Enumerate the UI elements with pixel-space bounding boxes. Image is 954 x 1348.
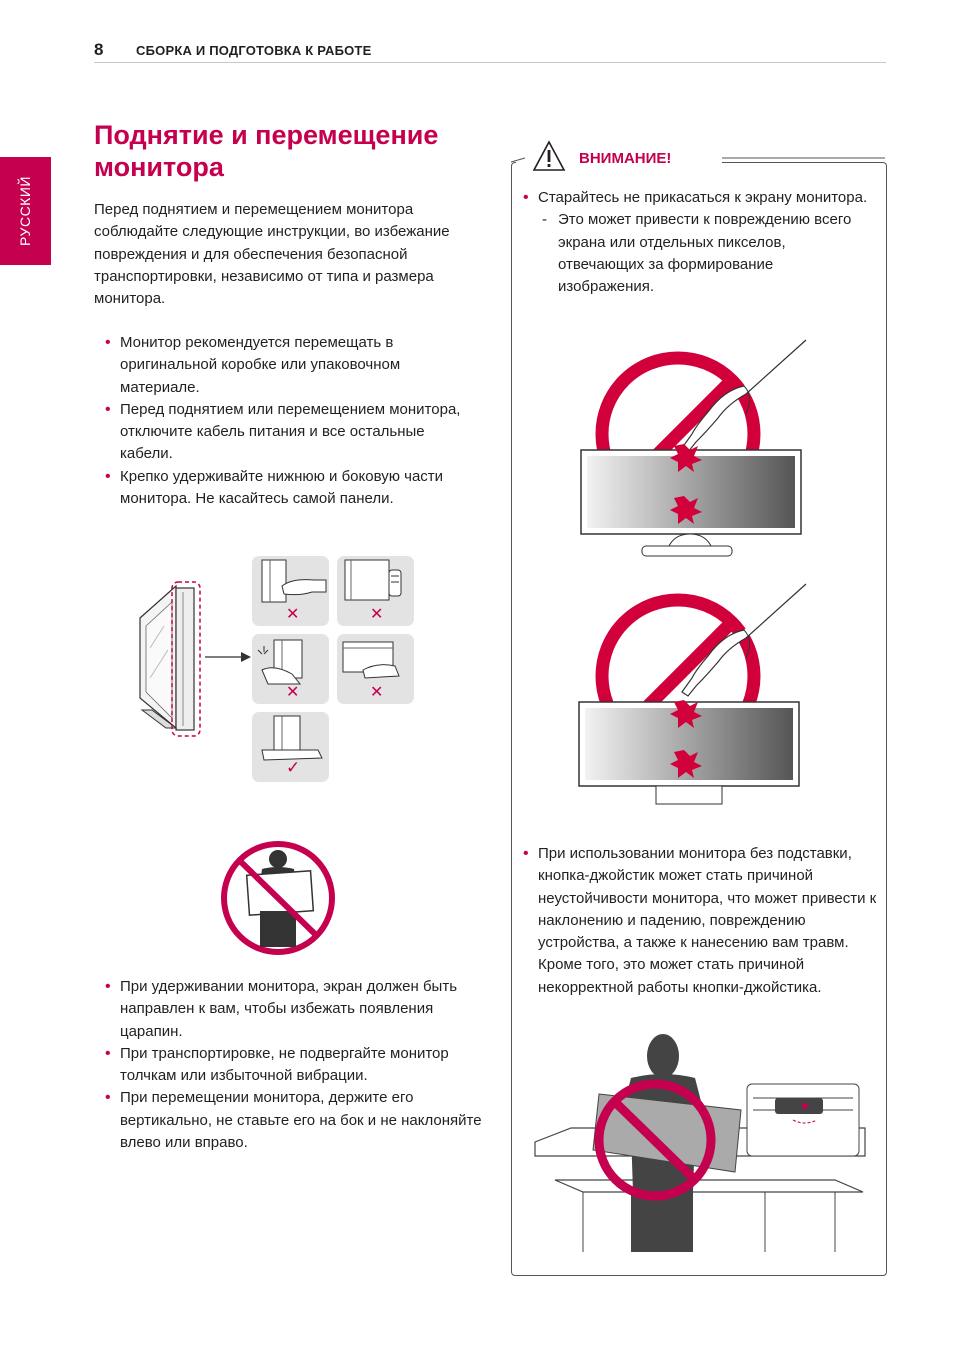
grip-tile	[337, 634, 414, 704]
intro-paragraph: Перед поднятием и перемещением монитора соблюдайте следующие инструкции, во избежание повреждения и для обеспечения безопасной транспортировки, независимо от типа и размера монитора.	[94, 201, 450, 308]
caution-list	[513, 187, 873, 298]
correct-mark: ✓	[286, 758, 301, 777]
grip-tile	[252, 634, 329, 704]
list-item: • При удерживании монитора, экран должен быть направлен к вам, чтобы избежать появления царапин.	[95, 976, 485, 1043]
list-item: • Старайтесь не прикасаться к экрану монитора.	[513, 187, 873, 209]
no-touch-screen-illustration	[578, 582, 810, 808]
list-item: • При транспортировке, не подвергайте монитор толчкам или избыточной вибрации.	[95, 1043, 485, 1088]
sub-item-text: Это может привести к повреждению всего экрана или отдельных пикселов, отвечающих за формирование изображения.	[558, 211, 852, 296]
grip-tile	[252, 712, 329, 782]
language-tab-label: РУССКИЙ	[17, 176, 33, 246]
transport-list	[95, 976, 485, 1154]
grip-tile	[252, 556, 329, 626]
sub-item	[513, 209, 873, 298]
list-item: • Монитор рекомендуется перемещать в оригинальной коробке или упаковочном материале.	[95, 332, 475, 399]
no-standless-illustration	[535, 1032, 865, 1254]
grip-tile	[337, 556, 414, 626]
page-title: Поднятие и перемещение монитора	[94, 120, 439, 182]
page-number: 8	[94, 40, 104, 59]
prohibited-carry-icon	[218, 839, 338, 957]
section-title: СБОРКА И ПОДГОТОВКА К РАБОТЕ	[136, 43, 372, 58]
list-item: • Крепко удерживайте нижнюю и боковую части монитора. Не касайтесь самой панели.	[95, 466, 475, 511]
wrong-mark: ✕	[370, 606, 384, 623]
instructions-list	[95, 332, 475, 510]
dash-mark: -	[542, 211, 547, 229]
caution-header-lines	[511, 154, 885, 164]
language-tab	[0, 157, 51, 265]
list-item: • При перемещении монитора, держите его вертикально, не ставьте его на бок и не наклоняйте влево или вправо.	[95, 1087, 485, 1154]
wrong-mark: ✕	[370, 684, 384, 701]
no-touch-screen-illustration	[578, 338, 810, 568]
wrong-mark: ✕	[286, 684, 300, 701]
list-item: • Перед поднятием или перемещением монитора, отключите кабель питания и все остальные кабели.	[95, 399, 475, 466]
header-divider	[94, 62, 886, 63]
caution-list-2	[513, 843, 885, 999]
list-item: • При использовании монитора без подставки, кнопка-джойстик может стать причиной неустойчивости монитора, что может привести к наклонению и падению, повреждению устройства, а также к нанесению вам травм. Кроме того, это может стать причиной некорректной работы кнопки-джойстика.	[513, 843, 885, 999]
caution-label: ВНИМАНИЕ!	[579, 150, 672, 167]
arrow-icon	[205, 650, 251, 664]
wrong-mark: ✕	[286, 606, 300, 623]
